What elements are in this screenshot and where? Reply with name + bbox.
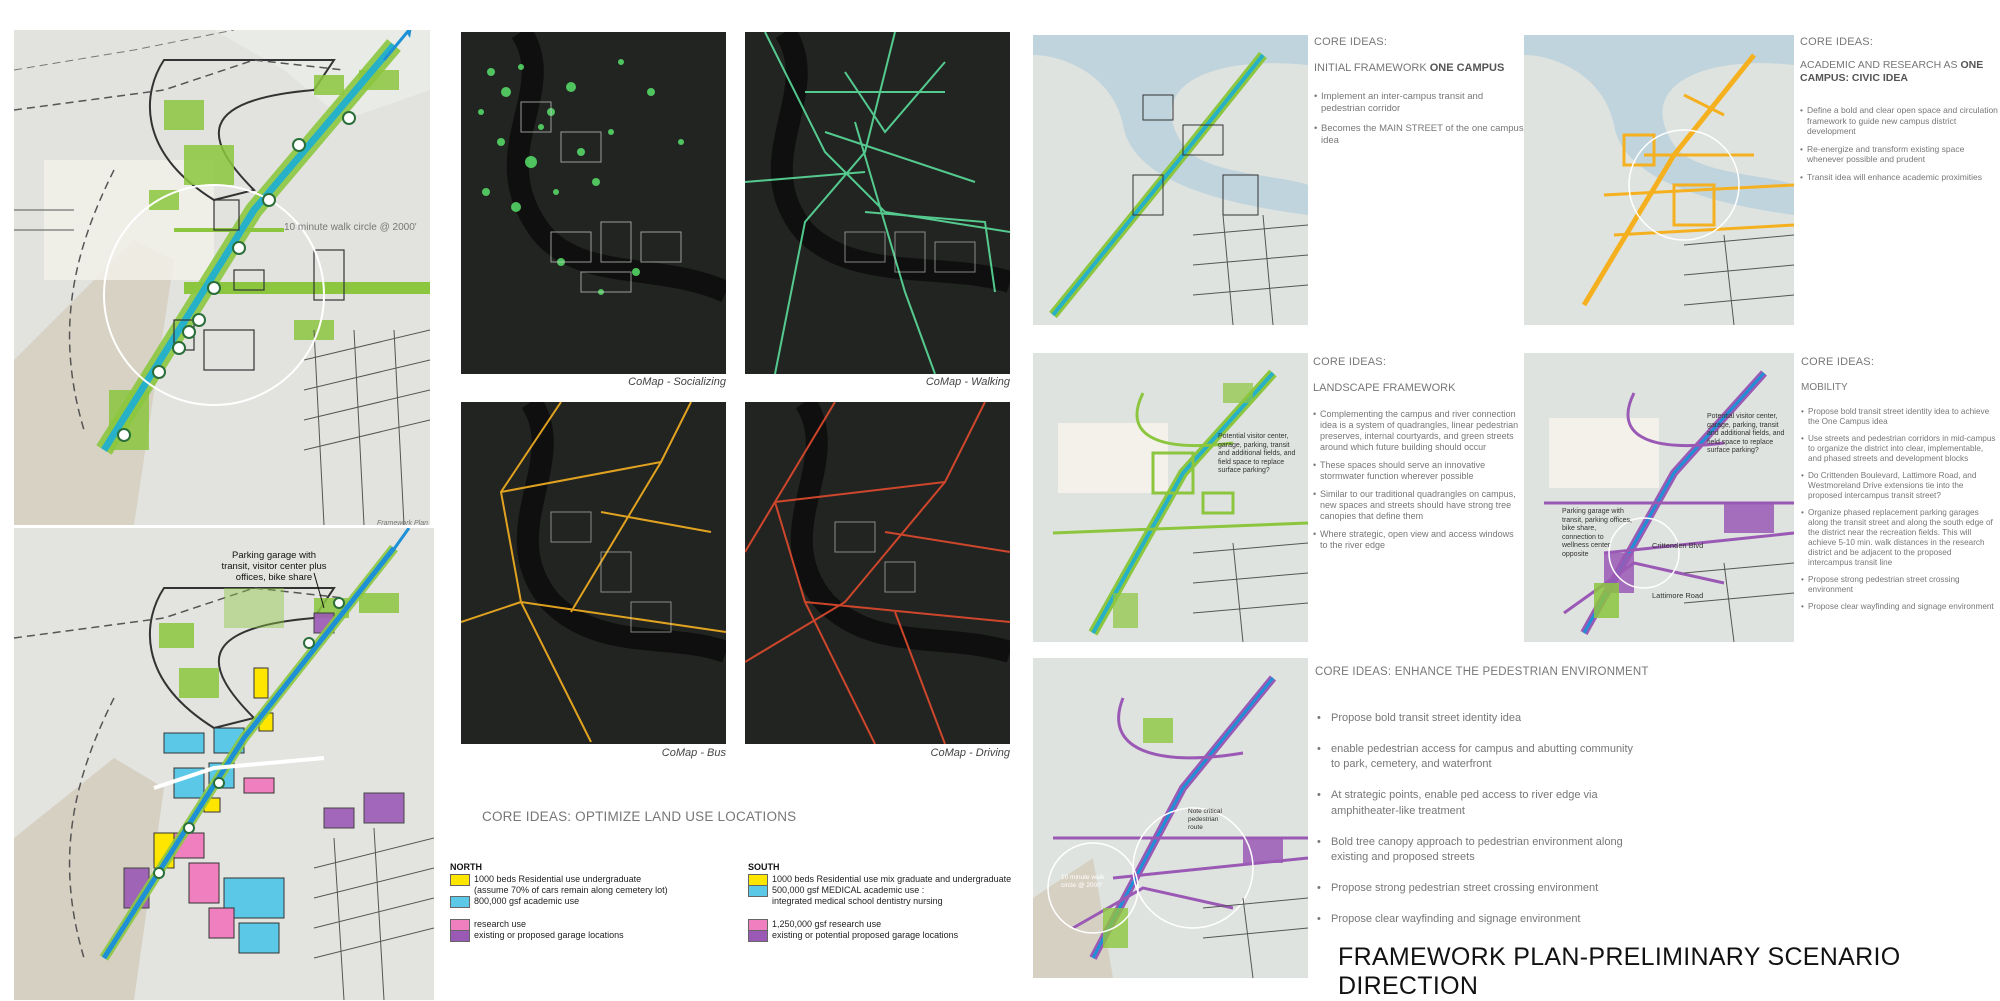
academic-map xyxy=(1524,35,1794,325)
list-item: • Define a bold and clear open space and circulation framework to guide new campus district development xyxy=(1800,105,1998,137)
academic-subtitle-pre: ACADEMIC AND RESEARCH AS xyxy=(1800,59,1961,71)
parking-garage-callout: Parking garage with transit, visitor center plus offices, bike share xyxy=(221,550,327,583)
legend-text: 1000 beds Residential use undergraduate xyxy=(474,874,642,884)
legend-text: 1000 beds Residential use mix graduate and undergraduate xyxy=(772,874,1012,884)
framework-plan-map xyxy=(14,30,430,525)
framework-plan-label: Framework Plan xyxy=(377,520,428,525)
list-item: • Becomes the MAIN STREET of the one campus idea xyxy=(1314,123,1524,147)
list-item: • Where strategic, open view and access windows to the river edge xyxy=(1313,529,1523,551)
comap-bus xyxy=(461,402,726,744)
academic-subtitle-bold: ONE CAMPUS: CIVIC IDEA xyxy=(1800,59,1984,84)
one-campus-title: CORE IDEAS: xyxy=(1314,36,1388,48)
purple-swatch xyxy=(450,930,470,942)
legend-text: existing or proposed garage locations xyxy=(474,930,624,940)
cyan-swatch xyxy=(450,896,470,908)
legend-text: research use xyxy=(474,919,527,929)
mobility-subtitle: MOBILITY xyxy=(1801,382,1848,393)
landscape-drawing xyxy=(1033,353,1308,642)
pedestrian-drawing xyxy=(1033,658,1308,978)
page-title: FRAMEWORK PLAN-PRELIMINARY SCENARIO DIRECTION xyxy=(1338,943,1901,1000)
legend-south-head: SOUTH xyxy=(748,862,780,872)
list-item: • Transit idea will enhance academic proximities xyxy=(1800,172,1998,183)
landscape-title: CORE IDEAS: xyxy=(1313,356,1387,368)
list-item: • Re-energize and transform existing space whenever possible and prudent xyxy=(1800,144,1998,165)
academic-bullets xyxy=(1800,105,1998,182)
land-use-plan-drawing xyxy=(14,528,434,1000)
list-item: • Propose clear wayfinding and signage environment xyxy=(1315,912,1735,928)
legend-row xyxy=(748,885,1018,896)
mobility-map-note-2: Parking garage with transit, parking offices, bike share, connection to wellness center opposite xyxy=(1562,508,1632,558)
list-item: • Organize phased replacement parking garages along the transit street and along the south edge of the district near the recreation fields. This will achieve 5-10 min. walk distances in the research district and be adjacent to the proposed intercampus transit line xyxy=(1801,508,1998,568)
comap-driving-caption: CoMap - Driving xyxy=(930,747,1010,759)
mobility-road-2: Lattimore Road xyxy=(1652,591,1704,600)
framework-plan-drawing xyxy=(14,30,430,525)
landscape-bullets xyxy=(1313,409,1523,551)
comap-bus-drawing xyxy=(461,402,726,744)
mobility-map-note-1: Potential visitor center, garage, parking, transit and additional fields, and field space to replace surface parking? xyxy=(1707,413,1785,454)
one-campus-map xyxy=(1033,35,1308,325)
legend-row xyxy=(450,874,710,885)
comap-socializing xyxy=(461,32,726,374)
legend-text: (assume 70% of cars remain along cemetery lot) xyxy=(474,885,668,895)
list-item: • enable pedestrian access for campus and abutting community to park, cemetery, and waterfront xyxy=(1315,742,1735,773)
comap-walking-caption: CoMap - Walking xyxy=(925,376,1010,388)
list-item: • Propose clear wayfinding and signage environment xyxy=(1801,602,1998,612)
list-item: • Complementing the campus and river connection idea is a system of quadrangles, linear pedestrian preserves, internal courtyards, and green streets around which future building should occur xyxy=(1313,409,1523,453)
pedestrian-title: CORE IDEAS: ENHANCE THE PEDESTRIAN ENVIRONMENT xyxy=(1315,666,1649,678)
list-item: • Implement an inter-campus transit and pedestrian corridor xyxy=(1314,91,1524,115)
list-item: • Use streets and pedestrian corridors in mid-campus to organize the district into clear, implementable, and phased streets and development blocks xyxy=(1801,434,1998,464)
landscape-map-note: Potential visitor center, garage, parking, transit and additional fields, and field space to replace surface parking? xyxy=(1218,433,1296,474)
comap-walking-drawing xyxy=(745,32,1010,374)
list-item: • Propose strong pedestrian street crossing environment xyxy=(1801,575,1998,595)
landscape-map xyxy=(1033,353,1308,642)
comap-driving-drawing xyxy=(745,402,1010,744)
pedestrian-text xyxy=(1315,665,1735,943)
one-campus-drawing xyxy=(1033,35,1308,325)
land-use-title: CORE IDEAS: OPTIMIZE LAND USE LOCATIONS xyxy=(482,809,797,824)
landscape-text xyxy=(1313,355,1523,558)
legend-text: 500,000 gsf MEDICAL academic use : xyxy=(772,885,925,895)
list-item: • These spaces should serve an innovative stormwater function wherever possible xyxy=(1313,460,1523,482)
legend-south xyxy=(748,862,1018,941)
legend-row xyxy=(748,896,1018,907)
pedestrian-map-note: Note critical pedestrian route xyxy=(1188,808,1222,831)
list-item: • Propose strong pedestrian street crossing environment xyxy=(1315,881,1735,897)
legend-text: integrated medical school dentistry nursing xyxy=(772,896,943,906)
legend-row xyxy=(450,885,710,896)
pedestrian-bullets xyxy=(1315,695,1735,943)
list-item: • Do Crittenden Boulevard, Lattimore Road, and Westmoreland Drive extensions tie into the proposed intercampus transit street? xyxy=(1801,471,1998,501)
pedestrian-map-circle: 10 minute walk circle @ 2000' xyxy=(1061,874,1105,889)
legend-north-head: NORTH xyxy=(450,862,482,872)
comap-socializing-drawing xyxy=(461,32,726,374)
mobility-road-1: Crittenden Blvd xyxy=(1652,541,1704,550)
legend-text: 800,000 gsf academic use xyxy=(474,896,580,906)
mobility-title: CORE IDEAS: xyxy=(1801,356,1875,368)
one-campus-subtitle-bold: ONE CAMPUS xyxy=(1429,62,1505,74)
academic-text xyxy=(1800,35,1998,189)
legend-row xyxy=(748,874,1018,885)
list-item: • Propose bold transit street identity idea to achieve the One Campus idea xyxy=(1801,407,1998,427)
list-item: • At strategic points, enable ped access to river edge via amphitheater-like treatment xyxy=(1315,788,1735,819)
list-item: • Propose bold transit street identity idea xyxy=(1315,711,1735,727)
list-item: • Bold tree canopy approach to pedestrian environment along existing and proposed streets xyxy=(1315,835,1735,866)
purple-swatch xyxy=(748,930,768,942)
academic-title: CORE IDEAS: xyxy=(1800,36,1874,48)
legend-text: 1,250,000 gsf research use xyxy=(772,919,882,929)
legend-text: existing or potential proposed garage locations xyxy=(772,930,959,940)
legend-row xyxy=(450,896,710,907)
list-item: • Similar to our traditional quadrangles on campus, new spaces and streets should have strong tree canopies that define them xyxy=(1313,489,1523,522)
academic-drawing xyxy=(1524,35,1794,325)
mobility-map xyxy=(1524,353,1794,642)
pedestrian-map xyxy=(1033,658,1308,978)
landscape-subtitle: LANDSCAPE FRAMEWORK xyxy=(1313,382,1456,394)
academic-subtitle xyxy=(1800,59,1998,85)
comap-bus-caption: CoMap - Bus xyxy=(661,747,726,759)
comap-walking xyxy=(745,32,1010,374)
one-campus-bullets xyxy=(1314,91,1524,147)
legend-row xyxy=(748,919,1018,930)
mobility-bullets xyxy=(1801,407,1998,612)
walk-circle-label: 10 minute walk circle @ 2000' xyxy=(284,222,417,233)
comap-socializing-caption: CoMap - Socializing xyxy=(628,376,726,388)
land-use-plan-map xyxy=(14,528,434,1000)
one-campus-subtitle xyxy=(1314,61,1524,75)
legend-row xyxy=(748,930,1018,941)
legend-north xyxy=(450,862,710,941)
legend-row xyxy=(450,930,710,941)
mobility-text xyxy=(1801,355,1998,619)
one-campus-text xyxy=(1314,35,1524,155)
one-campus-subtitle-pre: INITIAL FRAMEWORK xyxy=(1314,62,1430,74)
comap-driving xyxy=(745,402,1010,744)
legend-row xyxy=(450,919,710,930)
